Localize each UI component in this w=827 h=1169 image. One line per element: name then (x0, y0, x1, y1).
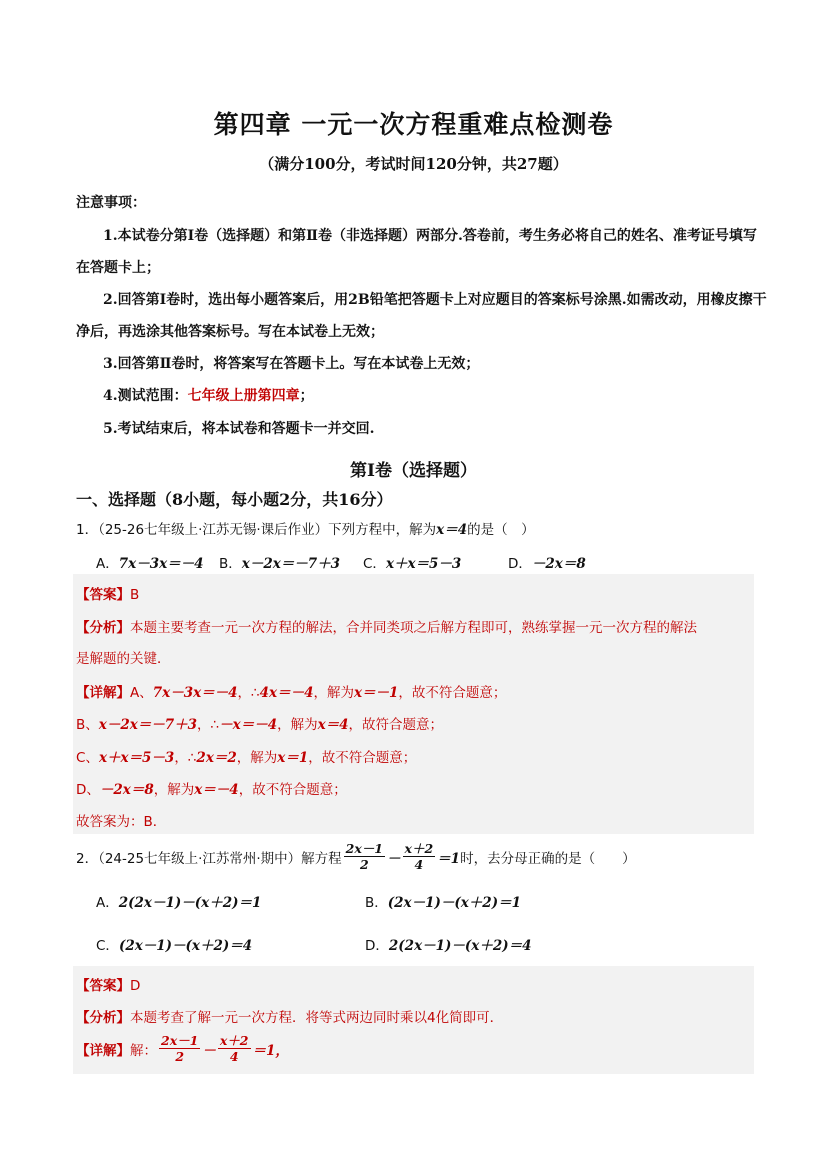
q1-conclusion: 故答案为：B． (76, 814, 167, 830)
q1-analysis: 【分析】本题主要考查一元一次方程的解法，合并同类项之后解方程即可，熟练掌握一元一次方程的解法 (76, 620, 697, 636)
note-item-5: 5.考试结束后，将本试卷和答题卡一并交回. (103, 421, 375, 437)
q1-detail-a: 【详解】A、7x－3x＝－4，∴4x＝－4，解为x＝－1，故不符合题意； (76, 685, 507, 701)
note-item-4: 4.测试范围：七年级上册第四章； (103, 388, 314, 404)
q2-detail-fraction-2: $\frac{x+2}{4}$ (219, 1033, 249, 1064)
q1-option-a: A．7x－3x＝－4 (96, 556, 204, 572)
note-item-3: 3.回答第Ⅱ卷时，将答案写在答题卡上。写在本试卷上无效； (103, 356, 480, 372)
q1-detail-d: D、－2x＝8，解为x＝－4，故不符合题意； (76, 782, 347, 798)
q1-option-c: C．x＋x＝5－3 (363, 556, 462, 572)
notes-heading: 注意事项： (76, 195, 146, 211)
q1-detail-c: C、x＋x＝5－3，∴2x＝2，解为x＝1，故不符合题意； (76, 750, 417, 766)
q2-option-c: C．(2x－1)－(x＋2)＝4 (96, 938, 253, 954)
page-title: 第四章 一元一次方程重难点检测卷 (213, 110, 614, 139)
q1-analysis-cont: 是解题的关键． (76, 651, 171, 667)
q2-stem: 2．（24-25七年级上·江苏常州·期中）解方程 $\frac{2x-1}{2}$ － $\frac{x+2}{4}$ ＝1 时，去分母正确的是（ ） (76, 841, 636, 872)
section-title: 一、选择题（8小题，每小题2分，共16分） (76, 490, 393, 509)
q1-detail-b: B、x－2x＝－7＋3，∴－x＝－4，解为x＝4，故符合题意； (76, 717, 444, 733)
q1-answer: 【答案】B (76, 587, 140, 603)
q1-option-d: D．－2x＝8 (508, 556, 586, 572)
volume-title: 第Ⅰ卷（选择题） (350, 461, 477, 481)
q1-option-b: B．x－2x＝－7＋3 (219, 556, 341, 572)
q2-option-b: B．(2x－1)－(x＋2)＝1 (365, 895, 521, 911)
note-item-1: 1.本试卷分第Ⅰ卷（选择题）和第Ⅱ卷（非选择题）两部分.答卷前，考生务必将自己的姓名、准考证号填写 在答题卡上； (76, 228, 757, 276)
note-item-2: 2.回答第Ⅰ卷时，选出每小题答案后，用2B铅笔把答题卡上对应题目的答案标号涂黑.如需改动，用橡皮擦干 净后，再选涂其他答案标号。写在本试卷上无效； (76, 292, 767, 340)
q2-detail-fraction-1: $\frac{2x-1}{2}$ (161, 1033, 199, 1064)
q2-detail: 【详解】 解： $\frac{2x-1}{2}$ － $\frac{x+2}{4}$ ＝1， (76, 1033, 289, 1064)
q2-fraction-1: $\frac{2x-1}{2}$ (345, 841, 384, 872)
q2-fraction-2: $\frac{x+2}{4}$ (404, 841, 434, 872)
q2-option-d: D．2(2x－1)－(x＋2)＝4 (365, 938, 532, 954)
q1-stem: 1．（25-26七年级上·江苏无锡·课后作业）下列方程中，解为x＝4的是（ ） (76, 522, 535, 538)
q2-analysis: 【分析】本题考查了解一元一次方程．将等式两边同时乘以4化简即可． (76, 1010, 504, 1026)
page-subtitle: （满分100分，考试时间120分钟，共27题） (259, 155, 568, 173)
test-scope: 七年级上册第四章 (187, 388, 300, 404)
q2-option-a: A．2(2x－1)－(x＋2)＝1 (96, 895, 262, 911)
q2-answer: 【答案】D (76, 978, 141, 994)
